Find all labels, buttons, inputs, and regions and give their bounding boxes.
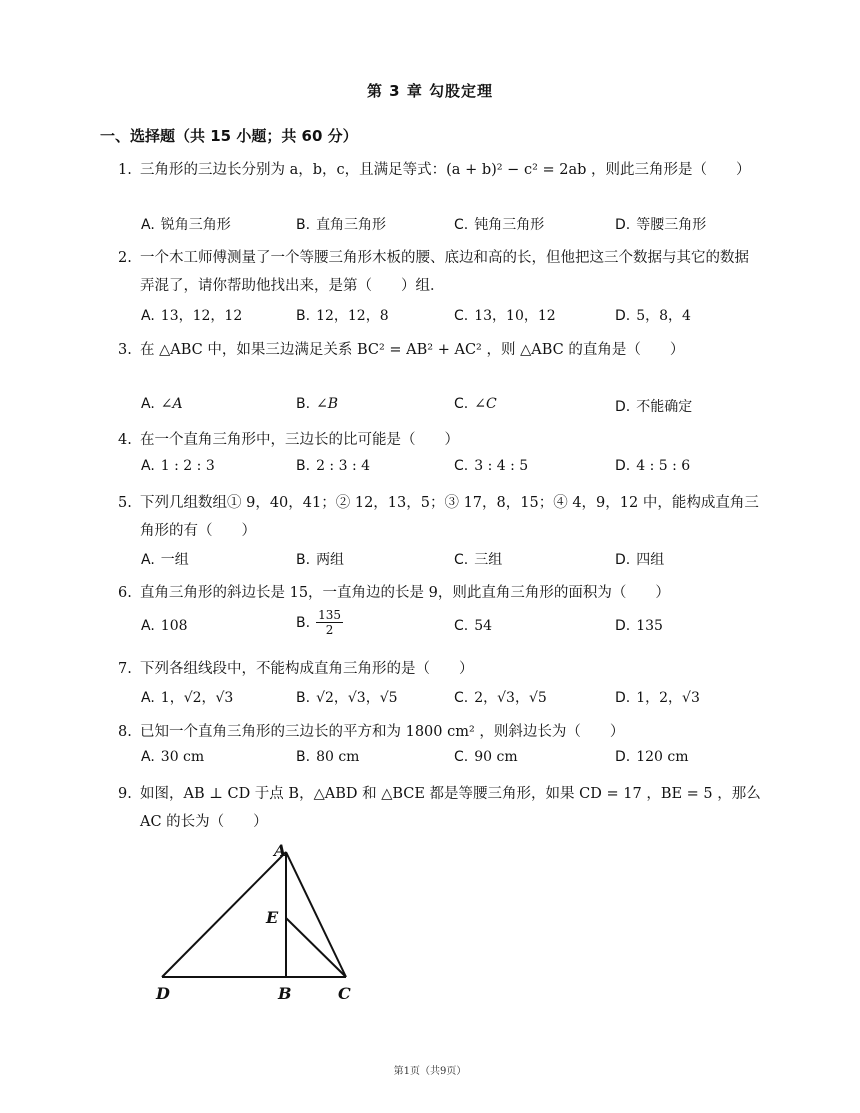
option-a: A. ∠A — [141, 396, 183, 412]
option-b: B. 2 : 3 : 4 — [296, 458, 371, 474]
option-d: D. 不能确定 — [615, 399, 693, 415]
option-d: D. 等腰三角形 — [615, 217, 707, 233]
option-a: A. 13，12，12 — [141, 308, 243, 324]
question-text: 已知一个直角三角形的三边长的平方和为 1800 cm² ，则斜边长为（ ） — [140, 724, 625, 740]
question-number: 1. — [118, 162, 132, 178]
question-8 — [118, 718, 763, 746]
options-4 — [141, 458, 761, 482]
question-5 — [118, 489, 763, 545]
option-b: B. √2，√3，√5 — [296, 690, 398, 706]
question-text: 一个木工师傅测量了一个等腰三角形木板的腰、底边和高的长，但他把这三个数据与其它的数据弄混了，请你帮助他找出来，是第（ ）组． — [140, 250, 749, 294]
options-6 — [141, 608, 761, 642]
option-a: A. 1，√2，√3 — [141, 690, 234, 706]
options-7 — [141, 687, 761, 711]
option-b: B. $\frac{135}{2}$ — [296, 608, 341, 637]
question-number: 4. — [118, 432, 132, 448]
question-number: 9. — [118, 786, 132, 802]
question-1 — [118, 156, 763, 184]
label-c: C — [338, 984, 351, 1003]
segment-ac — [286, 852, 346, 977]
option-b: B. 12，12，8 — [296, 308, 389, 324]
option-c: C. 3 : 4 : 5 — [454, 458, 529, 474]
options-8 — [141, 749, 761, 773]
question-text: 下列各组线段中，不能构成直角三角形的是（ ） — [140, 661, 474, 677]
question-3 — [118, 336, 763, 364]
question-text: 三角形的三边长分别为 a，b，c，且满足等式：(a + b)² − c² = 2ab ，则此三角形是（ ） — [140, 162, 751, 178]
options-5 — [141, 549, 761, 573]
option-d: D. 四组 — [615, 552, 665, 568]
question-4 — [118, 426, 763, 454]
question-number: 8. — [118, 724, 132, 740]
option-c: C. ∠C — [454, 396, 497, 412]
page-title: 第 3 章 勾股定理 — [366, 82, 494, 100]
options-3 — [141, 396, 761, 420]
option-b: B. ∠B — [296, 396, 339, 412]
question-number: 3. — [118, 342, 132, 358]
option-c: C. 2，√3，√5 — [454, 690, 547, 706]
option-a: A. 一组 — [141, 552, 189, 568]
question-text: 在 △ABC 中，如果三边满足关系 BC² = AB² + AC² ，则 △ABC 的直角是（ ） — [140, 342, 685, 358]
segment-ec — [286, 918, 346, 977]
option-a: A. 锐角三角形 — [141, 217, 231, 233]
section-heading: 一、选择题（共 15 小题；共 60 分） — [100, 127, 358, 145]
option-c: C. 54 — [454, 618, 493, 634]
option-c: C. 钝角三角形 — [454, 217, 545, 233]
question-text: 如图，AB ⊥ CD 于点 B，△ABD 和 △BCE 都是等腰三角形，如果 CD = 17 ，BE = 5 ，那么 AC 的长为（ ） — [140, 786, 761, 830]
option-c: C. 90 cm — [454, 749, 518, 765]
question-7 — [118, 655, 763, 683]
question-2 — [118, 244, 763, 300]
label-b: B — [278, 984, 292, 1003]
option-d: D. 135 — [615, 618, 663, 634]
question-6 — [118, 579, 763, 607]
option-b: B. 两组 — [296, 552, 345, 568]
question-text: 下列几组数组① 9，40，41；② 12，13，5；③ 17，8，15；④ 4，9，12 中，能构成直角三角形的有（ ） — [140, 495, 759, 539]
option-c: C. 三组 — [454, 552, 503, 568]
question-text: 在一个直角三角形中，三边长的比可能是（ ） — [140, 432, 459, 448]
option-a: A. 1 : 2 : 3 — [141, 458, 215, 474]
options-2 — [141, 305, 761, 329]
option-b: B. 80 cm — [296, 749, 360, 765]
label-d: D — [156, 984, 170, 1003]
question-number: 2. — [118, 250, 132, 266]
options-1 — [141, 214, 761, 238]
label-a: A — [274, 841, 287, 860]
question-number: 7. — [118, 661, 132, 677]
option-b: B. 直角三角形 — [296, 217, 387, 233]
fraction: $\frac{135}{2}$ — [318, 608, 341, 637]
page-footer: 第1页（共9页） — [393, 1066, 467, 1077]
geometry-figure — [150, 838, 370, 1008]
option-a: A. 108 — [141, 618, 188, 634]
question-9 — [118, 780, 763, 836]
question-number: 5. — [118, 495, 132, 511]
option-a: A. 30 cm — [141, 749, 205, 765]
option-d: D. 5，8，4 — [615, 308, 691, 324]
option-c: C. 13，10，12 — [454, 308, 556, 324]
question-text: 直角三角形的斜边长是 15，一直角边的长是 9，则此直角三角形的面积为（ ） — [140, 585, 670, 601]
option-d: D. 4 : 5 : 6 — [615, 458, 691, 474]
question-number: 6. — [118, 585, 132, 601]
label-e: E — [266, 908, 279, 927]
option-d: D. 1，2，√3 — [615, 690, 700, 706]
option-d: D. 120 cm — [615, 749, 689, 765]
